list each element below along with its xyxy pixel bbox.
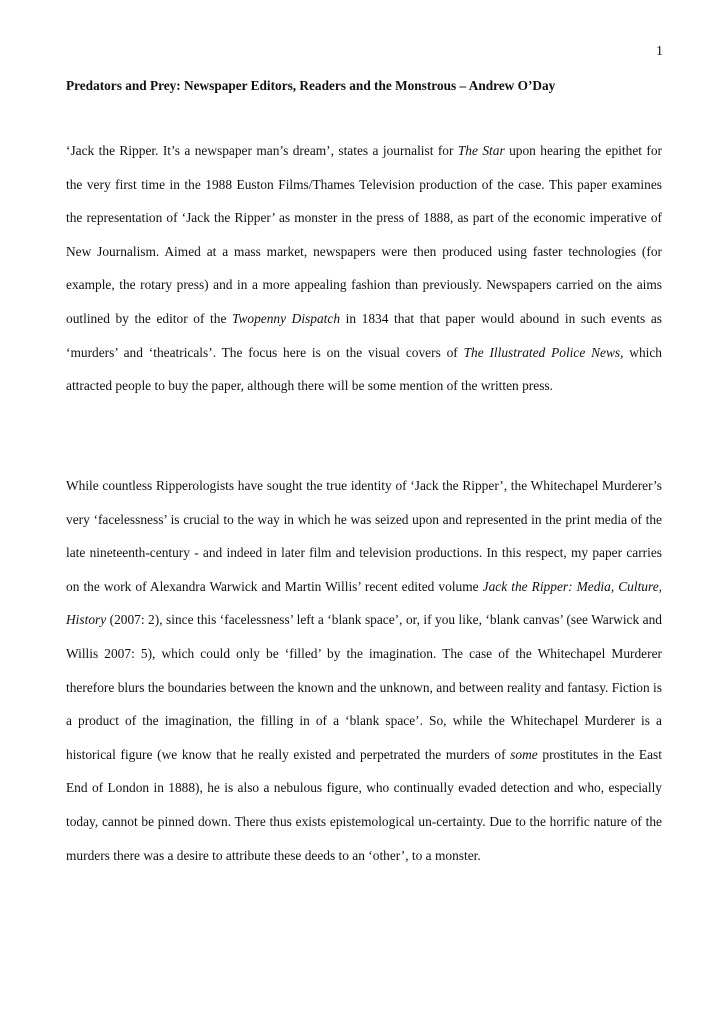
paragraph-text: While countless Ripperologists have sought the true identity of ‘Jack the Ripper’, the Whitechapel Murderer’s very ‘facelessness’ is crucial to the way in which he was seized upon and represented in the print media of the late nineteenth-century - and indeed in later film and television productions. In this respect, my paper carries on the work of Alexandra Warwick and Martin Willis’ recent edited volume (66, 478, 662, 594)
paragraph-intro (66, 134, 662, 403)
paragraph-text: upon hearing the epithet for the very first time in the 1988 Euston Films/Thames Television production of the case. This paper examines the representation of ‘Jack the Ripper’ as monster in the press of 1888, as part of the economic imperative of New Journalism. Aimed at a mass market, newspapers were then produced using faster technologies (for example, the rotary press) and in a more appealing fashion than previously. Newspapers carried on the aims outlined by the editor of the (66, 143, 662, 326)
paragraph-body (66, 469, 662, 872)
paragraph-text: (2007: 2), since this ‘facelessness’ left a ‘blank space’, or, if you like, ‘blank canvas’ (see Warwick and Willis 2007: 5), which could only be ‘filled’ by the imagination. The case of the Whitechapel Murderer therefore blurs the boundaries between the known and the unknown, and between reality and fantasy. Fiction is a product of the imagination, the filling in of a ‘blank space’. So, while the Whitechapel Murderer is a historical figure (we know that he really existed and perpetrated the murders of (66, 612, 662, 762)
italic-publication-title: The Star (457, 143, 505, 158)
italic-publication-title: Twopenny Dispatch (232, 310, 341, 326)
paragraph-text: ‘Jack the Ripper. It’s a newspaper man’s dream’, states a journalist for (66, 143, 458, 158)
page-title: Predators and Prey: Newspaper Editors, Readers and the Monstrous – Andrew O’Day (66, 78, 556, 93)
italic-emphasis: some (510, 746, 538, 762)
italic-publication-title: The Illustrated Police News (463, 344, 621, 360)
paragraph-text: , which attracted people to buy the paper, although there will be some mention of the written press. (66, 344, 662, 394)
paragraph-text: in 1834 that that paper would abound in such events as ‘murders’ and ‘theatricals’. The focus here is on the visual covers of (66, 310, 662, 360)
italic-book-title: Jack the Ripper: Media, Culture, History (66, 578, 662, 628)
paragraph-text: prostitutes in the East End of London in 1888), he is also a nebulous figure, who continually evaded detection and who, especially today, cannot be pinned down. There thus exists epistemological un-certainty. Due to the horrific nature of the murders there was a desire to attribute these deeds to an ‘other’, to a monster. (66, 746, 662, 863)
page-number: 1 (656, 44, 663, 59)
